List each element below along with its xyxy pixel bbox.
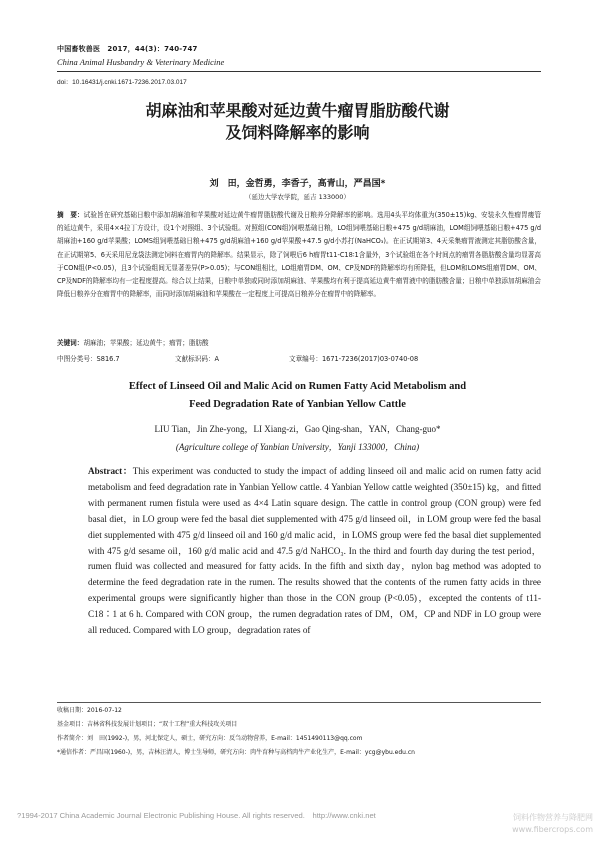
authors-cn: 刘 田，金哲勇，李香子，高青山，严昌国* — [209, 179, 386, 189]
journal-citation-cn: 中国畜牧兽医 2017，44(3)：740-747 — [57, 45, 198, 53]
abstract-en-text: This experiment was conducted to study the impact of adding linseed oil and malic acid on rumen fatty acid metabolism and feed degradation rate in Yanbian Yellow cattle. 4 Yanbian Yellow cattle weighted (350±15) kg，and fitted with permanent rumen fistula were used as 4×4 Latin square design. The cattle in control group (CON group) were fed basal diet，in LO group were fed the basal diet supplemented with 475 g/d linseed oil，in LOM group were fed the basal diet supplemented with 475 g/d linseed oil and 160 g/d malic acid，in LOMS group were fed the basal diet supplemented with 475 g/d sesame oil，160 g/d malic acid and 47.5 g/d NaHCO₃. In the third and fourth day during the test period，rumen fluid was collected and measured for fatty acids. In the fifth and sixth day，nylon bag method was adopted to determine the feed degradation rate in the rumen. The results showed that the contents of the rumen fatty acids in three experimental groups were significantly higher than those in the CON group (P<0.05)，excepted the contents of t11-C18∶1 at 6 h. Compared with CON group，the rumen degradation rates of DM，OM，CP and NDF in LO group were all reduced. Compared with LO group，degradation rates of — [88, 466, 541, 636]
affiliation-en: (Agriculture college of Yanbian University，Yanji 133000，China) — [175, 442, 420, 452]
title-cn-line-2: 及饲料降解率的影响 — [225, 123, 370, 142]
doi: doi：10.16431/j.cnki.1671-7236.2017.03.017 — [57, 79, 187, 86]
footnote-rule — [57, 702, 541, 703]
affiliation-cn: （延边大学农学院，延吉 133000） — [245, 193, 350, 201]
site-watermark-name: 饲料作物营养与降肥网 — [513, 813, 593, 822]
keywords-cn-label: 关键词： — [57, 339, 84, 347]
header-rule — [57, 71, 541, 72]
cnki-copyright-watermark: ?1994-2017 China Academic Journal Electronic Publishing House. All rights reserved. http://www.cnki.net — [17, 811, 376, 820]
abstract-en-label: Abstract： — [88, 466, 133, 476]
site-watermark-url: www.fibercrops.com — [512, 825, 593, 834]
footnote-received: 收稿日期：2016-07-12 — [57, 707, 122, 714]
abstract-cn-text: 试验旨在研究基础日粮中添加胡麻油和苹果酸对延边黄牛瘤胃脂肪酸代谢及日粮养分降解率的影响。选用4头平均体重为(350±15)kg、安装永久性瘤胃瘘管的延边黄牛，采用4×4拉丁方设计，设1个对照组、3个试验组。对照组(CON组)饲喂基础日粮，LO组饲喂基础日粮+475 g/d胡麻油，LOM组饲喂基础日粮+475 g/d胡麻油+160 g/d苹果酸；LOMS组饲喂基础日粮+475 g/d胡麻油+160 g/d苹果酸+47.5 g/d小苏打(NaHCO₃)。在正试期第3、4天采集瘤胃液测定其脂肪酸含量，在正试期第5、6天采用尼龙袋法测定饲料在瘤胃内的降解率。结果显示，除了饲喂后6 h瘤胃t11-C18∶1含量外，3个试验组在各个时间点的瘤胃各脂肪酸含量均显著高于CON组(P<0.05)，且3个试验组间无显著差异(P>0.05)；与CON组相比，LO组瘤胃DM、OM、CP及NDF的降解率均有所降低，但LOM和LOMS组瘤胃DM、OM、CP及NDF的降解率均有一定程度提高。综合以上结果，日粮中单独或同时添加胡麻油、苹果酸均有利于提高延边黄牛瘤胃液中的脂肪酸含量；日粮中单独添加胡麻油会降低日粮养分在瘤胃中的降解率，而同时添加胡麻油和苹果酸在一定程度上可提高日粮养分在瘤胃中的降解率。 — [57, 211, 541, 299]
site-watermark — [498, 812, 593, 836]
footnote-funding: 基金项目：吉林省科技发展计划项目；“双十工程”重大科技攻关项目 — [57, 721, 238, 728]
keywords-cn-text: 胡麻油；苹果酸；延边黄牛；瘤胃；脂肪酸 — [83, 339, 209, 347]
journal-name-en: China Animal Husbandry & Veterinary Medicine — [57, 57, 225, 67]
footnote-corresponding-author: *通信作者：严昌国(1960-)，男，吉林汪清人，博士生导师，研究方向：肉牛育种与高档肉牛产业化生产，E-mail：ycg@ybu.edu.cn — [57, 749, 415, 756]
abstract-cn-label: 摘 要： — [57, 211, 84, 219]
title-en-line-2: Feed Degradation Rate of Yanbian Yellow Cattle — [189, 399, 406, 410]
article-number: 文章编号：1671-7236(2017)03-0740-08 — [289, 355, 419, 363]
title-cn-line-1: 胡麻油和苹果酸对延边黄牛瘤胃脂肪酸代谢 — [145, 101, 450, 120]
clc-number: 中图分类号：S816.7 — [57, 355, 120, 363]
authors-en: LIU Tian，Jin Zhe-yong，LI Xiang-zi，Gao Qing-shan，YAN，Chang-guo* — [154, 424, 441, 434]
document-code: 文献标识码：A — [175, 355, 220, 363]
title-en-line-1: Effect of Linseed Oil and Malic Acid on Rumen Fatty Acid Metabolism and — [128, 381, 467, 392]
footnote-author-bio: 作者简介：刘 田(1992-)，男，河北保定人，硕士，研究方向：反刍动物营养，E-mail：1451490113@qq.com — [57, 735, 363, 742]
keywords-cn — [57, 337, 541, 347]
abstract-en — [88, 464, 541, 639]
abstract-cn — [57, 209, 541, 301]
